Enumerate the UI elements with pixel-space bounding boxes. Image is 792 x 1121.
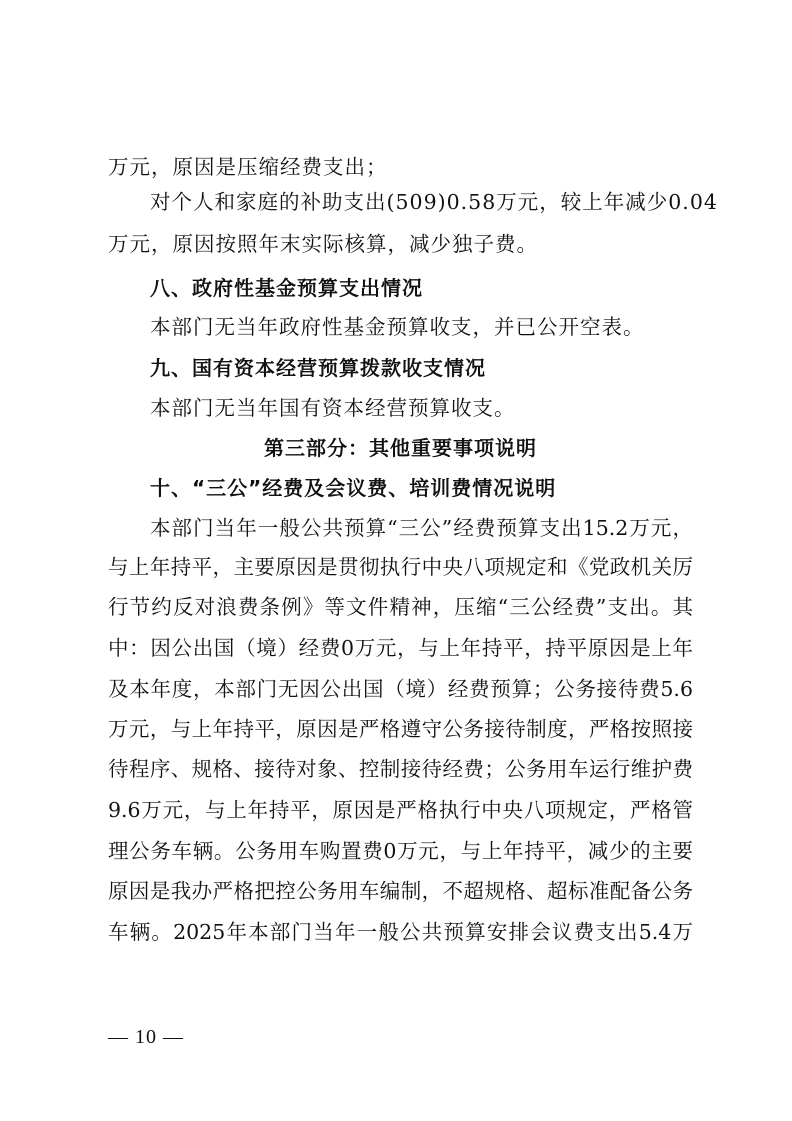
- section-heading-10: 十、“三公”经费及会议费、培训费情况说明: [150, 476, 557, 500]
- body-line-7: 与上年持平，主要原因是贯彻执行中央八项规定和《党政机关厉: [108, 555, 693, 579]
- body-line-13: 9.6万元，与上年持平，原因是严格执行中央八项规定，严格管: [108, 798, 693, 822]
- body-line-2: 对个人和家庭的补助支出(509)0.58万元，较上年减少0.04: [150, 190, 718, 214]
- body-line-3: 万元，原因按照年末实际核算，减少独子费。: [108, 232, 538, 256]
- section-heading-9: 九、国有资本经营预算拨款收支情况: [150, 356, 486, 380]
- body-line-15: 原因是我办严格把控公务用车编制，不超规格、超标准配备公务: [108, 879, 693, 903]
- body-line-1: 万元，原因是压缩经费支出；: [108, 155, 388, 179]
- body-line-11: 万元，与上年持平，原因是严格遵守公务接待制度，严格按照接: [108, 717, 693, 741]
- section-heading-8: 八、政府性基金预算支出情况: [150, 276, 423, 300]
- page-number: — 10 —: [108, 1026, 184, 1048]
- body-line-9: 中：因公出国（境）经费0万元，与上年持平，持平原因是上年: [108, 636, 693, 660]
- body-line-4: 本部门无当年政府性基金预算收支，并已公开空表。: [150, 315, 645, 339]
- body-line-14: 理公务车辆。公务用车购置费0万元，与上年持平，减少的主要: [108, 839, 693, 863]
- part-heading: 第三部分：其他重要事项说明: [264, 436, 537, 460]
- body-line-12: 待程序、规格、接待对象、控制接待经费；公务用车运行维护费: [108, 757, 693, 781]
- body-line-10: 及本年度，本部门无因公出国（境）经费预算；公务接待费5.6: [108, 677, 693, 701]
- body-line-5: 本部门无当年国有资本经营预算收支。: [150, 396, 516, 420]
- body-line-16: 车辆。2025年本部门当年一般公共预算安排会议费支出5.4万: [108, 920, 693, 944]
- body-line-6: 本部门当年一般公共预算“三公”经费预算支出15.2万元，: [150, 516, 693, 540]
- body-line-8: 行节约反对浪费条例》等文件精神，压缩“三公经费”支出。其: [108, 595, 693, 619]
